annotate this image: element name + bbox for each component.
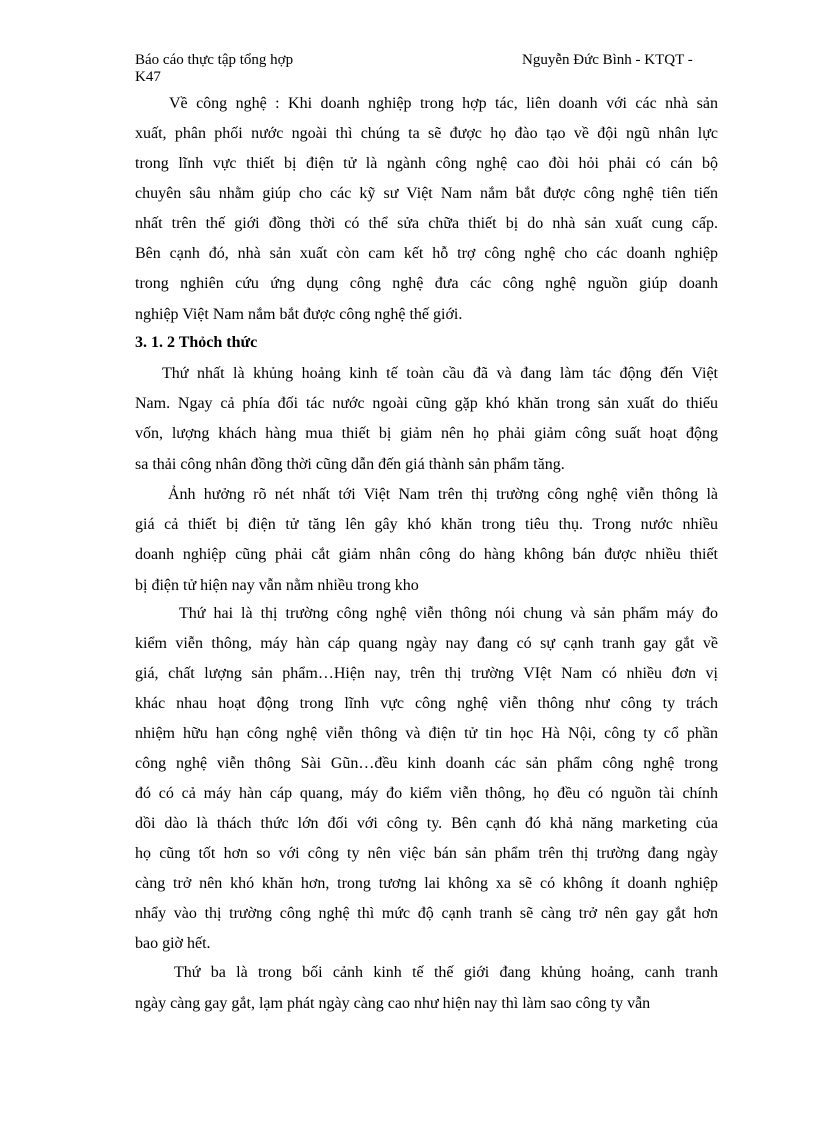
paragraph-line: Nam. Ngay cả phía đối tác nước ngoài cũng gặp khó khăn trong sản xuất do thiếu: [135, 395, 718, 412]
paragraph-line: đó có cả máy hàn cáp quang, máy đo kiểm viễn thông, họ đều có nguồn tài chính: [135, 785, 718, 802]
paragraph-line: bị điện tử hiện nay vẫn nằm nhiều trong kho: [135, 577, 419, 594]
paragraph-line: nhất trên thế giới đồng thời có thể sửa chữa thiết bị do nhà sản xuất cung cấp.: [135, 215, 718, 232]
paragraph-line: Ảnh hưởng rõ nét nhất tới Việt Nam trên thị trường công nghệ viễn thông là: [168, 486, 718, 503]
paragraph-line: Thứ nhất là khủng hoảng kinh tế toàn cầu đã và đang làm tác động đến Việt: [162, 365, 718, 382]
header-class: K47: [135, 69, 161, 85]
header-report-title: Báo cáo thực tập tổng hợp: [135, 52, 294, 68]
paragraph-line: Thứ ba là trong bối cảnh kinh tế thế giới đang khủng hoảng, canh tranh: [174, 964, 718, 981]
paragraph-line: nhẩy vào thị trường công nghệ thì mức độ cạnh tranh sẽ càng trở nên gay gắt hơn: [135, 905, 718, 922]
paragraph-line: Bên cạnh đó, nhà sản xuất còn cam kết hỗ trợ công nghệ cho các doanh nghiệp: [135, 245, 718, 262]
header-author: Nguyễn Đức Bình - KTQT -: [522, 52, 693, 68]
paragraph-line: họ cũng tốt hơn so với công ty nên việc bán sản phẩm trên thị trường đang ngày: [135, 845, 718, 862]
paragraph-line: kiểm viễn thông, máy hàn cáp quang ngày nay đang có sự cạnh tranh gay gắt về: [135, 635, 718, 652]
paragraph-line: doanh nghiệp cũng phải cắt giảm nhân công do hàng không bán được nhiều thiết: [135, 546, 718, 563]
paragraph-line: chuyên sâu nhằm giúp cho các kỹ sư Việt Nam nắm bắt được công nghệ tiên tiến: [135, 185, 718, 202]
paragraph-line: công nghệ viễn thông Sài Gũn…đều kinh doanh các sản phẩm công nghệ trong: [135, 755, 718, 772]
paragraph-line: Thứ hai là thị trường công nghệ viễn thông nói chung và sản phẩm máy đo: [179, 605, 718, 622]
paragraph-line: trong nghiên cứu ứng dụng công nghệ đưa các công nghệ nguồn giúp doanh: [135, 275, 718, 292]
paragraph-line: bao giờ hết.: [135, 935, 211, 952]
paragraph-line: giá, chất lượng sản phẩm…Hiện nay, trên thị trường VIệt Nam có nhiều đơn vị: [135, 665, 718, 682]
paragraph-line: vốn, lượng khách hàng mua thiết bị giảm nên họ phải giảm công suất hoạt động: [135, 425, 718, 442]
paragraph-line: khác nhau hoạt động trong lĩnh vực công nghệ viễn thông như công ty trách: [135, 695, 718, 712]
paragraph-line: càng trở nên khó khăn hơn, trong tương lai không xa sẽ có không ít doanh nghiệp: [135, 875, 718, 892]
paragraph-line: nghiệp Việt Nam nắm bắt được công nghệ thế giới.: [135, 306, 463, 323]
section-heading: 3. 1. 2 Thỏch thức: [135, 334, 258, 351]
paragraph-line: xuất, phân phối nước ngoài thì chúng ta sẽ được họ đào tạo về đội ngũ nhân lực: [135, 125, 718, 142]
paragraph-line: sa thải công nhân đồng thời cũng dẫn đến giá thành sản phẩm tăng.: [135, 456, 565, 473]
paragraph-line: Về công nghệ : Khi doanh nghiệp trong hợp tác, liên doanh với các nhà sản: [169, 95, 718, 112]
paragraph-line: nhiệm hữu hạn công nghệ viễn thông và điện tử tin học Hà Nội, công ty cổ phần: [135, 725, 718, 742]
paragraph-line: dồi dào là thách thức lớn đối với công ty. Bên cạnh đó khả năng marketing của: [135, 815, 718, 832]
paragraph-line: giá cả thiết bị điện tử tăng lên gây khó khăn trong tiêu thụ. Trong nước nhiều: [135, 516, 718, 533]
paragraph-line: trong lĩnh vực thiết bị điện tử là ngành công nghệ cao đòi hỏi phải có cán bộ: [135, 155, 718, 172]
paragraph-line: ngày càng gay gắt, lạm phát ngày càng cao như hiện nay thì làm sao công ty vẫn: [135, 995, 651, 1012]
